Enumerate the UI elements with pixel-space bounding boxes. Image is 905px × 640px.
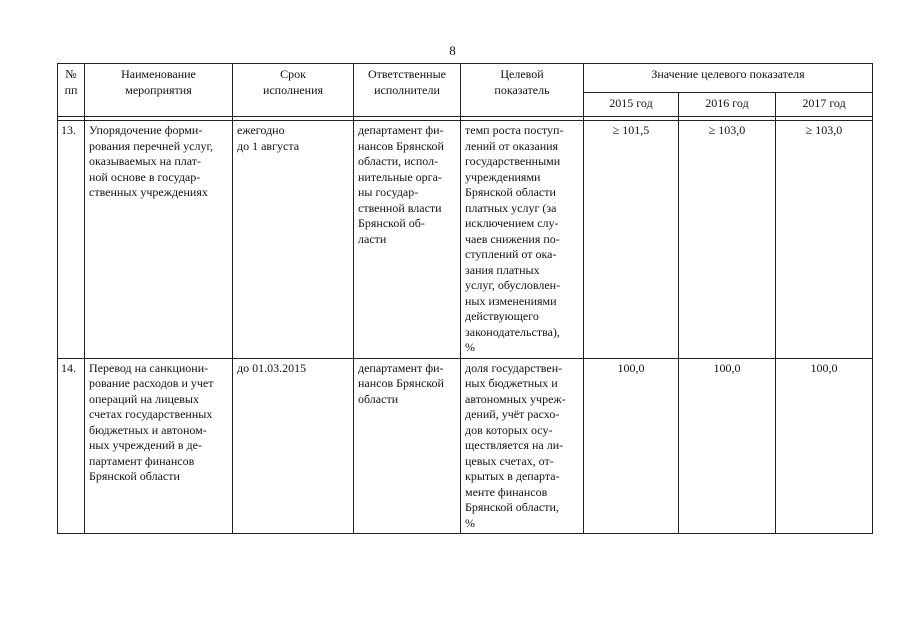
- row-deadline: ежегодно до 1 августа: [233, 121, 354, 359]
- header-value-group: Значение целевого показателя: [584, 64, 873, 93]
- header-year-2015: 2015 год: [584, 93, 679, 117]
- row-number: 13.: [58, 121, 85, 359]
- row-value-2015: 100,0: [584, 358, 679, 534]
- row-responsible: департамент фи- нансов Брянской области, испол- нительные орга- ны государ- ственной власти Брянской об- ласти: [354, 121, 461, 359]
- row-indicator: доля государствен- ных бюджетных и автономных учреж- дений, учёт расхо- дов которых осу- ществляется на ли- цевых счетах, от- крытых в департа- менте финансов Брянской области, %: [461, 358, 584, 534]
- row-value-2016: ≥ 103,0: [679, 121, 776, 359]
- table-row: [58, 358, 873, 534]
- header-name: Наименование мероприятия: [85, 64, 233, 117]
- row-value-2017: 100,0: [776, 358, 873, 534]
- header-year-2017: 2017 год: [776, 93, 873, 117]
- header-num: № пп: [58, 64, 85, 117]
- header-row: [58, 64, 873, 93]
- row-name: Перевод на санкциони- рование расходов и учет операций на лицевых счетах государственных бюджетных и автоном- ных учреждений в де- партамент финансов Брянской области: [85, 358, 233, 534]
- row-number: 14.: [58, 358, 85, 534]
- row-value-2017: ≥ 103,0: [776, 121, 873, 359]
- row-deadline: до 01.03.2015: [233, 358, 354, 534]
- header-responsible: Ответственные исполнители: [354, 64, 461, 117]
- row-responsible: департамент фи- нансов Брянской области: [354, 358, 461, 534]
- target-indicators-table: [57, 63, 873, 534]
- row-indicator: темп роста поступ- лений от оказания государственными учреждениями Брянской области платных услуг (за исключением слу- чаев снижения по- ступлений от ока- зания платных услуг, обусловлен- ных изменениями действующего законодательства), %: [461, 121, 584, 359]
- row-value-2015: ≥ 101,5: [584, 121, 679, 359]
- header-year-2016: 2016 год: [679, 93, 776, 117]
- table-row: [58, 121, 873, 359]
- header-indicator: Целевой показатель: [461, 64, 584, 117]
- row-value-2016: 100,0: [679, 358, 776, 534]
- header-deadline: Срок исполнения: [233, 64, 354, 117]
- row-name: Упорядочение форми- рования перечней услуг, оказываемых на плат- ной основе в государ- ственных учреждениях: [85, 121, 233, 359]
- page-number: 8: [449, 43, 456, 58]
